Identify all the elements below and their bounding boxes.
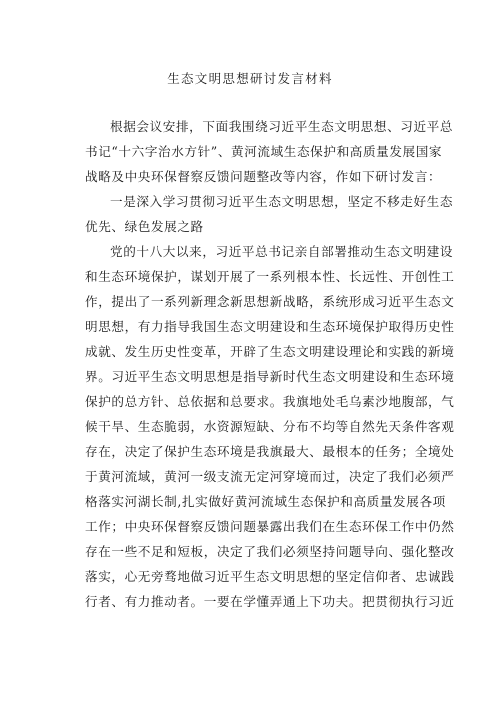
paragraph-2-line-2: 优先、绿色发展之路 (85, 219, 204, 234)
paragraph-3-line-10: 于黄河流域，黄河一级支流无定河穿境而过，决定了我们必须严 (85, 469, 455, 484)
paragraph-1-line-3: 战略及中央环保督察反馈问题整改等内容，作如下研讨发言： (85, 169, 442, 184)
paragraph-3-line-9: 存在，决定了保护生态环境是我旗最大、最根本的任务；全境处 (85, 444, 455, 459)
paragraph-3-line-12: 工作；中央环保督察反馈问题暴露出我们在生态环保工作中仍然 (85, 519, 455, 534)
paragraph-1-line-2: 书记“十六字治水方针”、黄河流域生态保护和高质量发展国家 (85, 144, 443, 159)
paragraph-3-line-4: 明思想，有力指导我国生态文明建设和生态环境保护取得历史性 (85, 319, 455, 334)
paragraph-3-line-1: 党的十八大以来，习近平总书记亲自部署推动生态文明建设 (110, 244, 454, 259)
document-title: 生态文明思想研讨发言材料 (167, 71, 333, 86)
paragraph-3-line-8: 候干旱、生态脆弱，水资源短缺、分布不均等自然先天条件客观 (85, 419, 455, 434)
paragraph-3-line-6: 界。习近平生态文明思想是指导新时代生态文明建设和生态环境 (85, 369, 455, 384)
paragraph-3-line-11: 格落实河湖长制,扎实做好黄河流域生态保护和高质量发展各项 (85, 494, 446, 509)
paragraph-3-line-3: 作，提出了一系列新理念新思想新战略，系统形成习近平生态文 (85, 294, 455, 309)
document-body (85, 114, 455, 614)
paragraph-3-line-15: 行者、有力推动者。一要在学懂弄通上下功夫。把贯彻执行习近 (85, 594, 455, 609)
paragraph-3-line-7: 保护的总方针、总依据和总要求。我旗地处毛乌素沙地腹部，气 (85, 394, 455, 409)
paragraph-2-line-1: 一是深入学习贯彻习近平生态文明思想，坚定不移走好生态 (110, 194, 454, 209)
paragraph-1-line-1: 根据会议安排，下面我围绕习近平生态文明思想、习近平总 (110, 119, 454, 134)
paragraph-3-line-2: 和生态环境保护，谋划开展了一系列根本性、长远性、开创性工 (85, 269, 455, 284)
paragraph-3-line-5: 成就、发生历史性变革，开辟了生态文明建设理论和实践的新境 (85, 344, 455, 359)
paragraph-3-line-13: 存在一些不足和短板，决定了我们必须坚持问题导向、强化整改 (85, 544, 455, 559)
paragraph-3-line-14: 落实，心无旁骛地做习近平生态文明思想的坚定信仰者、忠诚践 (85, 569, 455, 584)
